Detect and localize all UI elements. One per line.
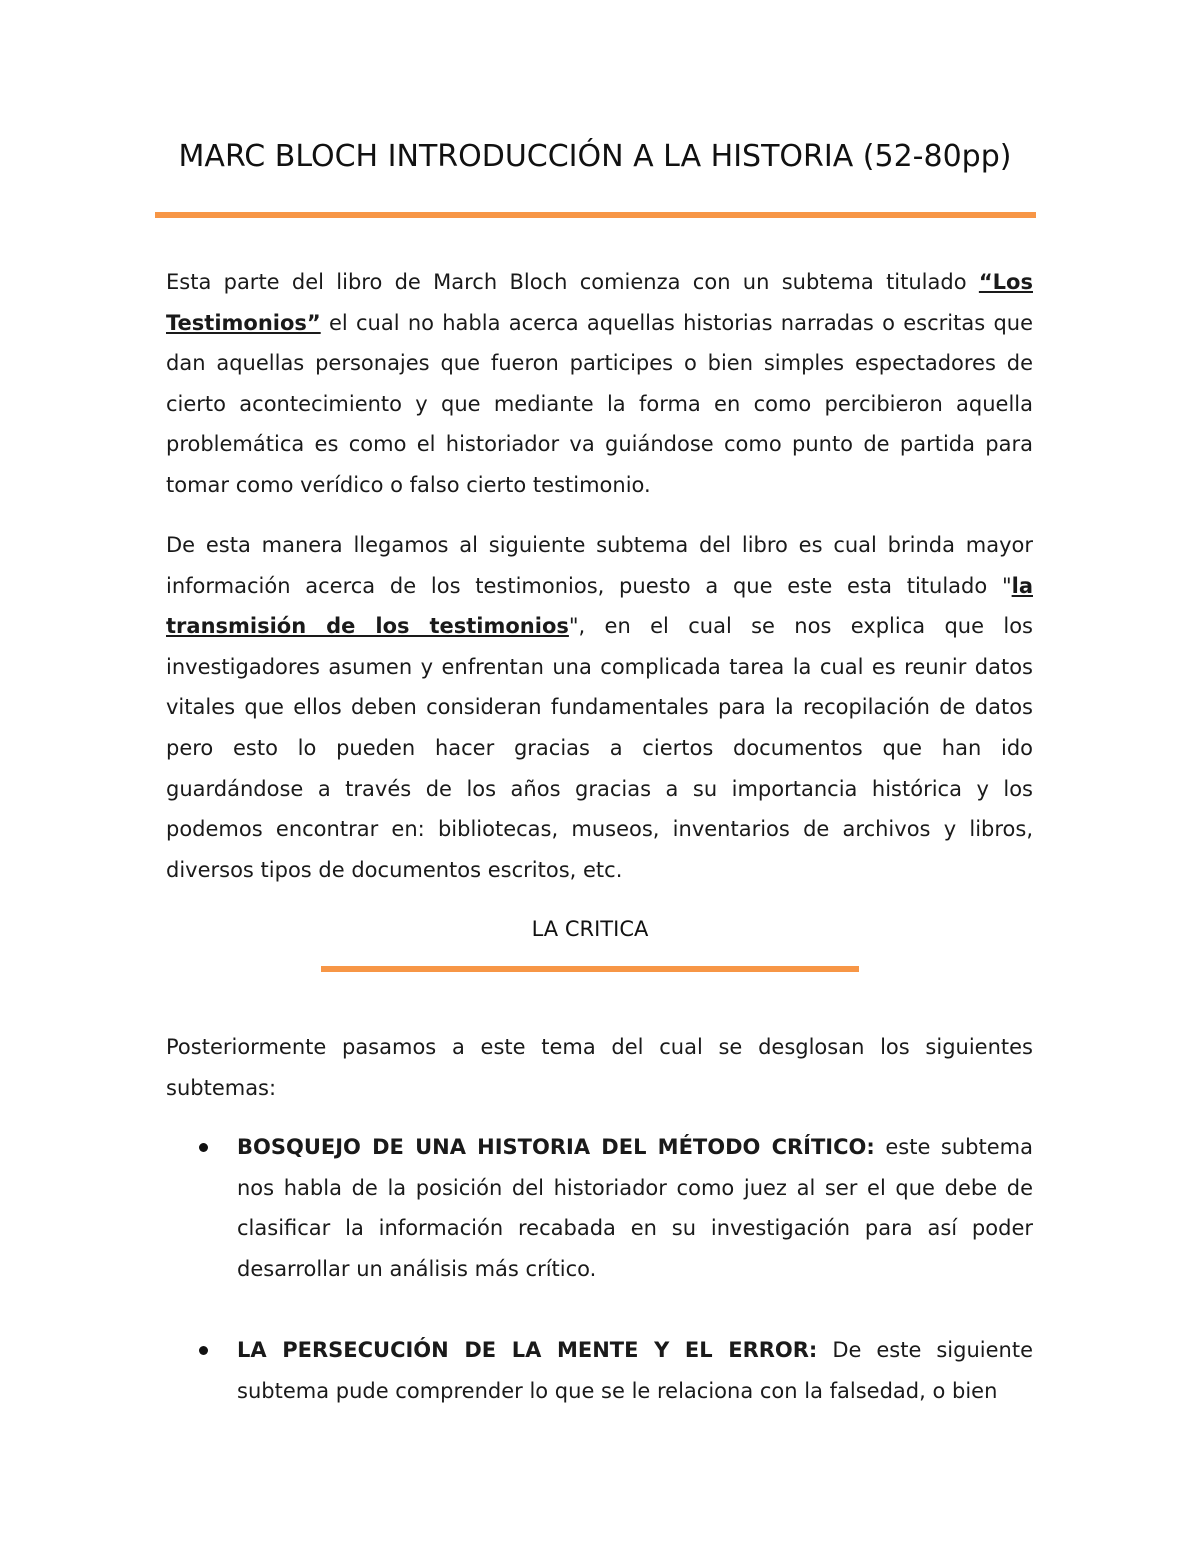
bullet-list-2 (166, 1330, 1033, 1411)
paragraph-subtemas-intro: Posteriormente pasamos a este tema del cual se desglosan los siguientes subtemas: (166, 1035, 1033, 1100)
bullet-list-1 (166, 1127, 1033, 1289)
bullet-text: De este siguiente subtema pude comprender lo que se le relaciona con la falsedad, o bien (237, 1338, 1034, 1403)
bullet-term: LA PERSECUCIÓN DE LA MENTE Y EL ERROR: (237, 1338, 818, 1362)
bullet-text: este subtema nos habla de la posición del historiador como juez al ser el que debe de clasificar la información recabada en su investigación para así poder desarrollar un análisis más crítico. (237, 1135, 1033, 1281)
list-item (166, 1330, 1033, 1411)
paragraph-2-text-before: De esta manera llegamos al siguiente subtema del libro es cual brinda mayor información acerca de los testimonios, puesto a que este esta titulado " (166, 533, 1033, 598)
paragraph-2-text-after: ", en el cual se nos explica que los investigadores asumen y enfrentan una complicada tarea la cual es reunir datos vitales que ellos deben consideran fundamentales para la recopilación de datos pero esto lo pueden hacer gracias a ciertos documentos que han ido guardándose a través de los años gracias a su importancia histórica y los podemos encontrar en: bibliotecas, museos, inventarios de archivos y libros, diversos tipos de documentos escritos, etc. (166, 614, 1033, 882)
paragraph-testimonios (166, 262, 1033, 506)
document-title: MARC BLOCH INTRODUCCIÓN A LA HISTORIA (52-80pp) (178, 139, 1012, 174)
bullet-dot-icon (199, 1346, 208, 1355)
paragraph-transmision (166, 525, 1033, 890)
section-heading-la-critica: LA CRITICA (531, 917, 649, 941)
bullet-dot-icon (199, 1143, 208, 1152)
bullet-term: BOSQUEJO DE UNA HISTORIA DEL MÉTODO CRÍTICO: (237, 1135, 875, 1159)
paragraph-1-text-after: el cual no habla acerca aquellas historias narradas o escritas que dan aquellas personajes que fueron participes o bien simples espectadores de cierto acontecimiento y que mediante la forma en como percibieron aquella problemática es como el historiador va guiándose como punto de partida para tomar como verídico o falso cierto testimonio. (166, 310, 1033, 497)
section-underline-rule (321, 966, 859, 972)
paragraph-1-text-before: Esta parte del libro de March Bloch comienza con un subtema titulado (166, 270, 979, 294)
title-underline-rule (155, 212, 1036, 218)
paragraph-2-highlight: la transmisión de los testimonios (166, 573, 1033, 639)
paragraph-1-highlight: “Los Testimonios” (166, 270, 1033, 335)
list-item (166, 1127, 1033, 1289)
